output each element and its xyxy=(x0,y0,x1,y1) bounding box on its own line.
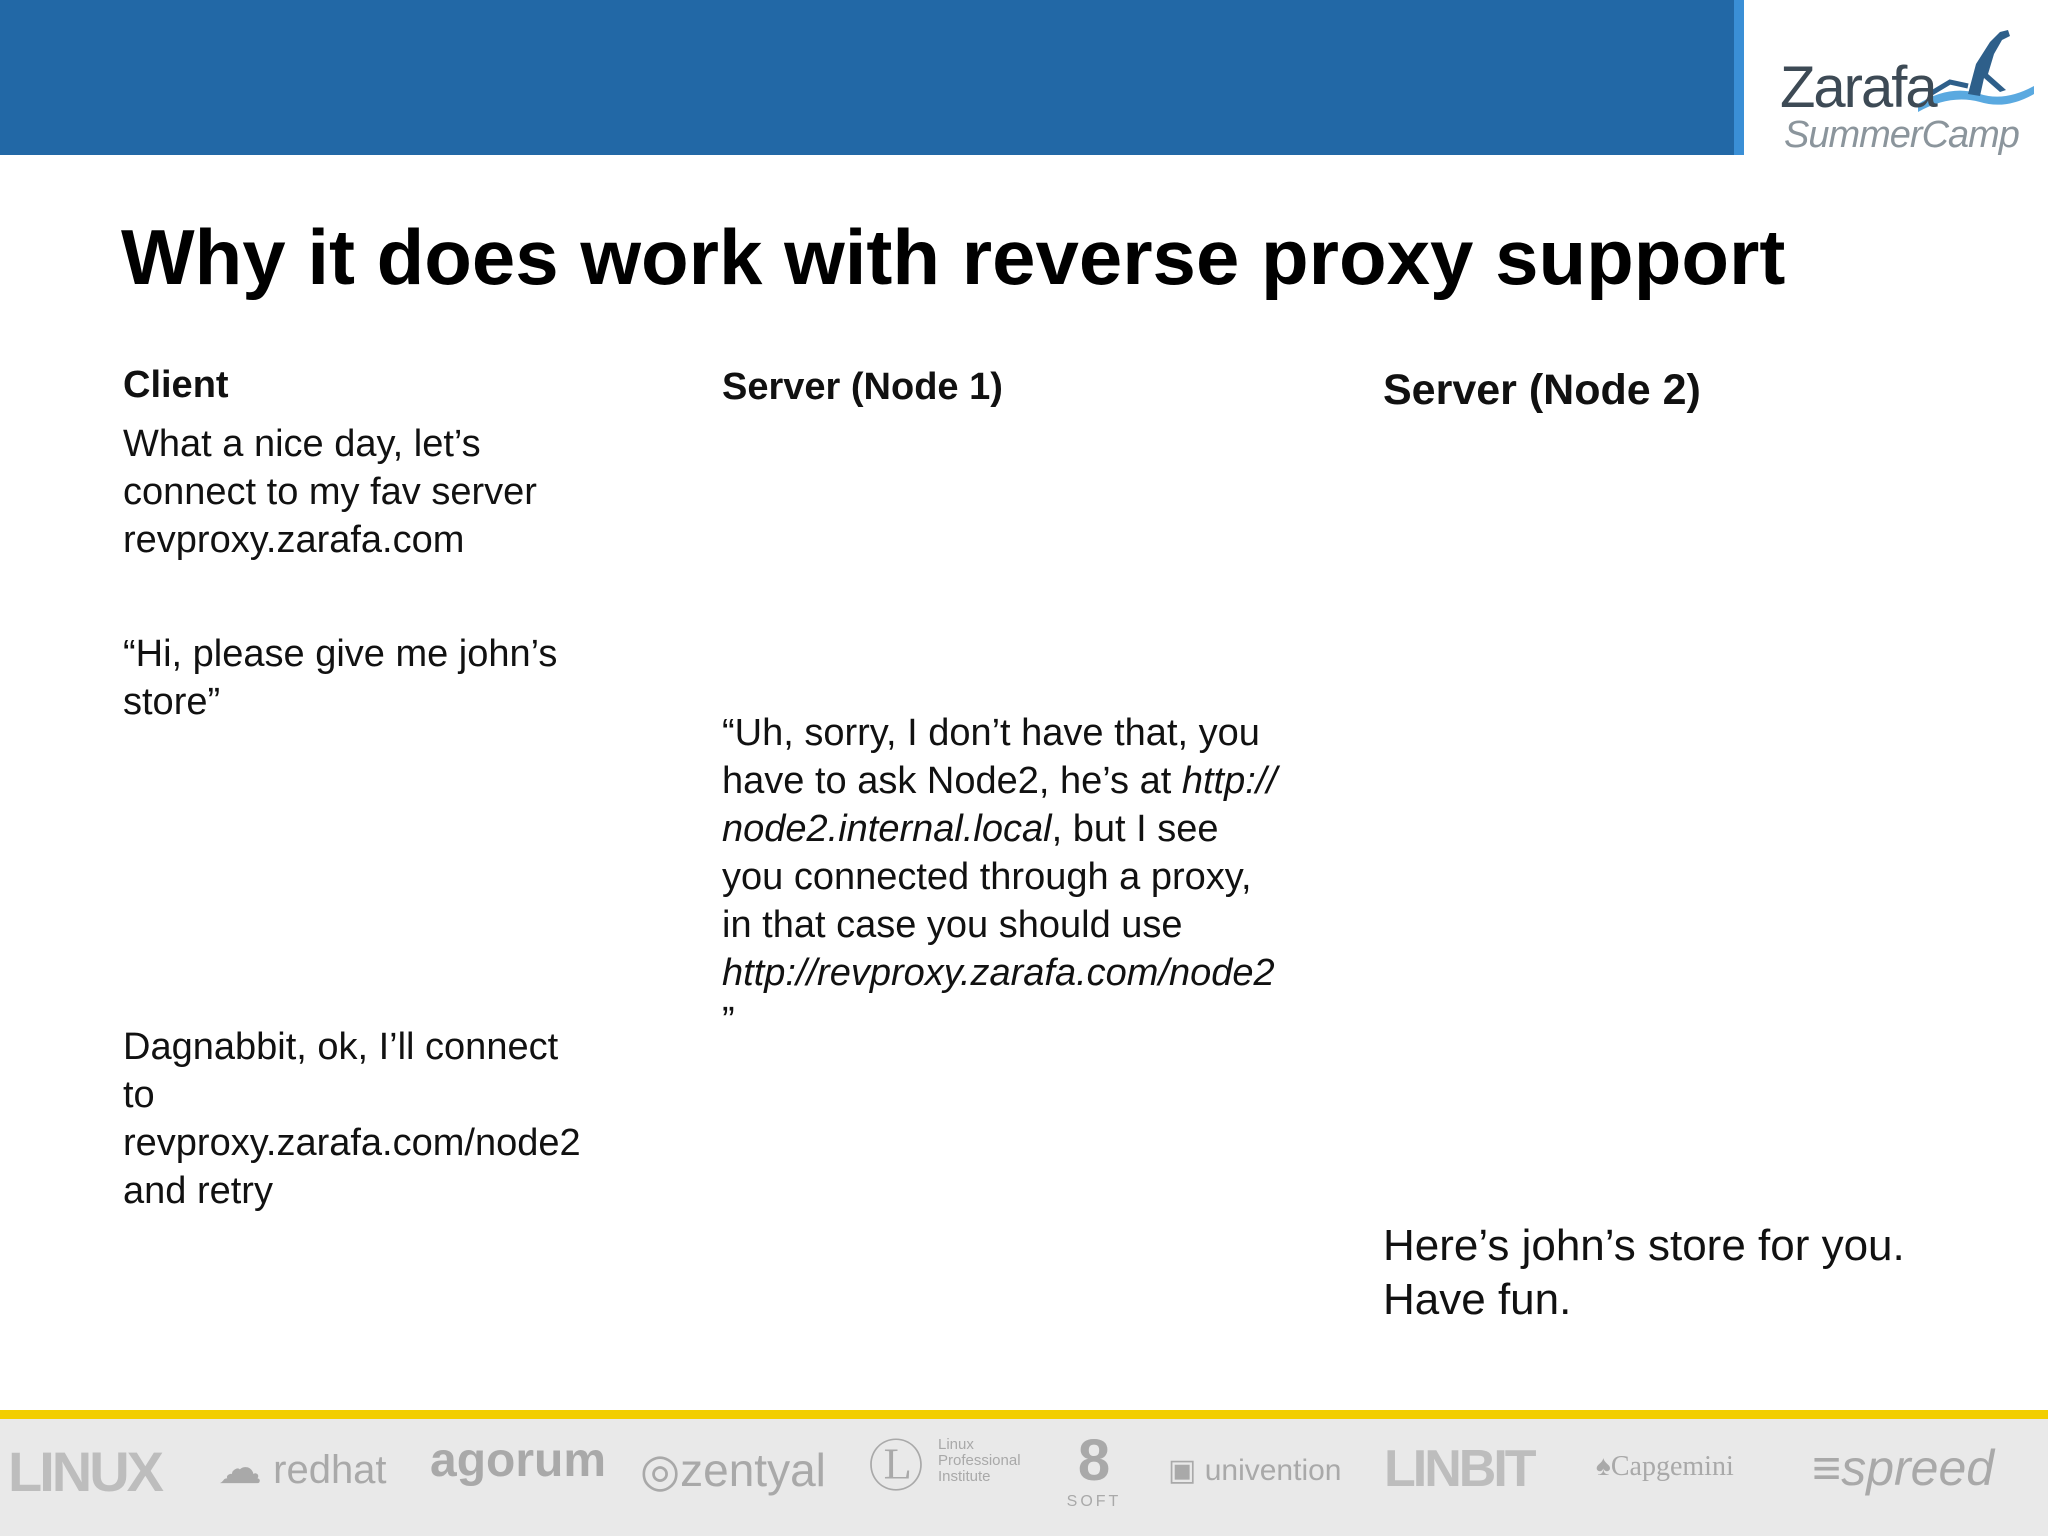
node1-heading: Server (Node 1) xyxy=(722,366,1003,408)
client-heading: Client xyxy=(123,364,229,406)
text-line: connect to my fav server xyxy=(123,471,537,513)
sponsor-linbit-logo: LINBIT xyxy=(1384,1440,1534,1498)
sponsor-soft-logo xyxy=(1064,1423,1124,1511)
node2-url-part: http:// xyxy=(1181,760,1277,802)
text-line xyxy=(722,805,1277,853)
text-line: in that case you should use xyxy=(722,904,1183,946)
lpi-icon: Ⓛ xyxy=(868,1435,924,1498)
revproxy-url: http://revproxy.zarafa.com/node2 xyxy=(722,952,1275,994)
sponsor-univention-logo xyxy=(1168,1453,1341,1488)
sponsor-agorum-logo: agorum xyxy=(430,1434,607,1487)
sponsor-name: Capgemini xyxy=(1610,1451,1734,1482)
sponsor-linux-logo: LINUX xyxy=(8,1440,161,1503)
sponsor-name: spreed xyxy=(1841,1440,1995,1496)
text-span: , but I see xyxy=(1051,808,1219,850)
univention-icon: ▣ xyxy=(1168,1454,1197,1487)
soft-icon: 8 xyxy=(1077,1428,1111,1493)
text-span: have to ask Node2, he’s at xyxy=(722,760,1182,802)
text-line: What a nice day, let’s xyxy=(123,423,481,465)
sponsor-name: univention xyxy=(1204,1454,1342,1487)
sponsor-capgemini-logo xyxy=(1596,1451,1734,1483)
text-line: Here’s john’s store for you. xyxy=(1383,1221,1905,1270)
footer-accent-line xyxy=(0,1410,2048,1419)
text-line: to xyxy=(123,1074,155,1116)
client-message-request xyxy=(123,630,557,726)
header-band-edge xyxy=(1734,0,1744,155)
redhat-icon: ☁ xyxy=(218,1444,262,1493)
header-band xyxy=(0,0,1734,155)
logo-name: Zarafa xyxy=(1780,55,1936,120)
text-line xyxy=(722,757,1277,805)
text-line: and retry xyxy=(123,1170,273,1212)
spreed-icon: ≡ xyxy=(1812,1440,1842,1496)
sponsor-name: SOFT xyxy=(1066,1493,1122,1510)
sponsor-name: redhat xyxy=(273,1448,387,1492)
slide-title: Why it does work with reverse proxy support xyxy=(121,213,1786,301)
sponsor-redhat-logo xyxy=(218,1443,387,1494)
text-line: you connected through a proxy, xyxy=(722,856,1252,898)
zentyal-icon: ◎ xyxy=(640,1444,681,1496)
node2-reply xyxy=(1383,1219,1905,1327)
sponsor-lpi-logo xyxy=(868,1435,1038,1498)
text-line: “Uh, sorry, I don’t have that, you xyxy=(722,712,1260,754)
sponsor-name: Linux Professional Institute xyxy=(938,1436,1021,1485)
text-line: Have fun. xyxy=(1383,1275,1572,1324)
zarafa-summercamp-logo xyxy=(1760,18,2040,158)
sponsor-zentyal-logo xyxy=(640,1443,826,1497)
text-line: revproxy.zarafa.com/node2 xyxy=(123,1122,581,1164)
sponsor-spreed-logo xyxy=(1812,1439,1994,1497)
text-line: revproxy.zarafa.com xyxy=(123,519,465,561)
sponsor-name: zentyal xyxy=(680,1444,826,1496)
node2-heading: Server (Node 2) xyxy=(1383,366,1701,414)
logo-subtitle: SummerCamp xyxy=(1784,114,2019,156)
client-message-connect xyxy=(123,420,537,564)
text-line: store” xyxy=(123,681,221,723)
sponsor-footer xyxy=(0,1419,2048,1536)
node2-url-part: node2.internal.local xyxy=(722,808,1052,850)
text-line: Dagnabbit, ok, I’ll connect xyxy=(123,1026,559,1068)
node1-reply xyxy=(722,709,1277,1045)
text-line: ” xyxy=(722,1000,735,1042)
capgemini-icon: ♠ xyxy=(1596,1451,1611,1482)
client-message-retry xyxy=(123,1023,581,1215)
text-line: “Hi, please give me john’s xyxy=(123,633,558,675)
text-line xyxy=(722,949,1277,997)
